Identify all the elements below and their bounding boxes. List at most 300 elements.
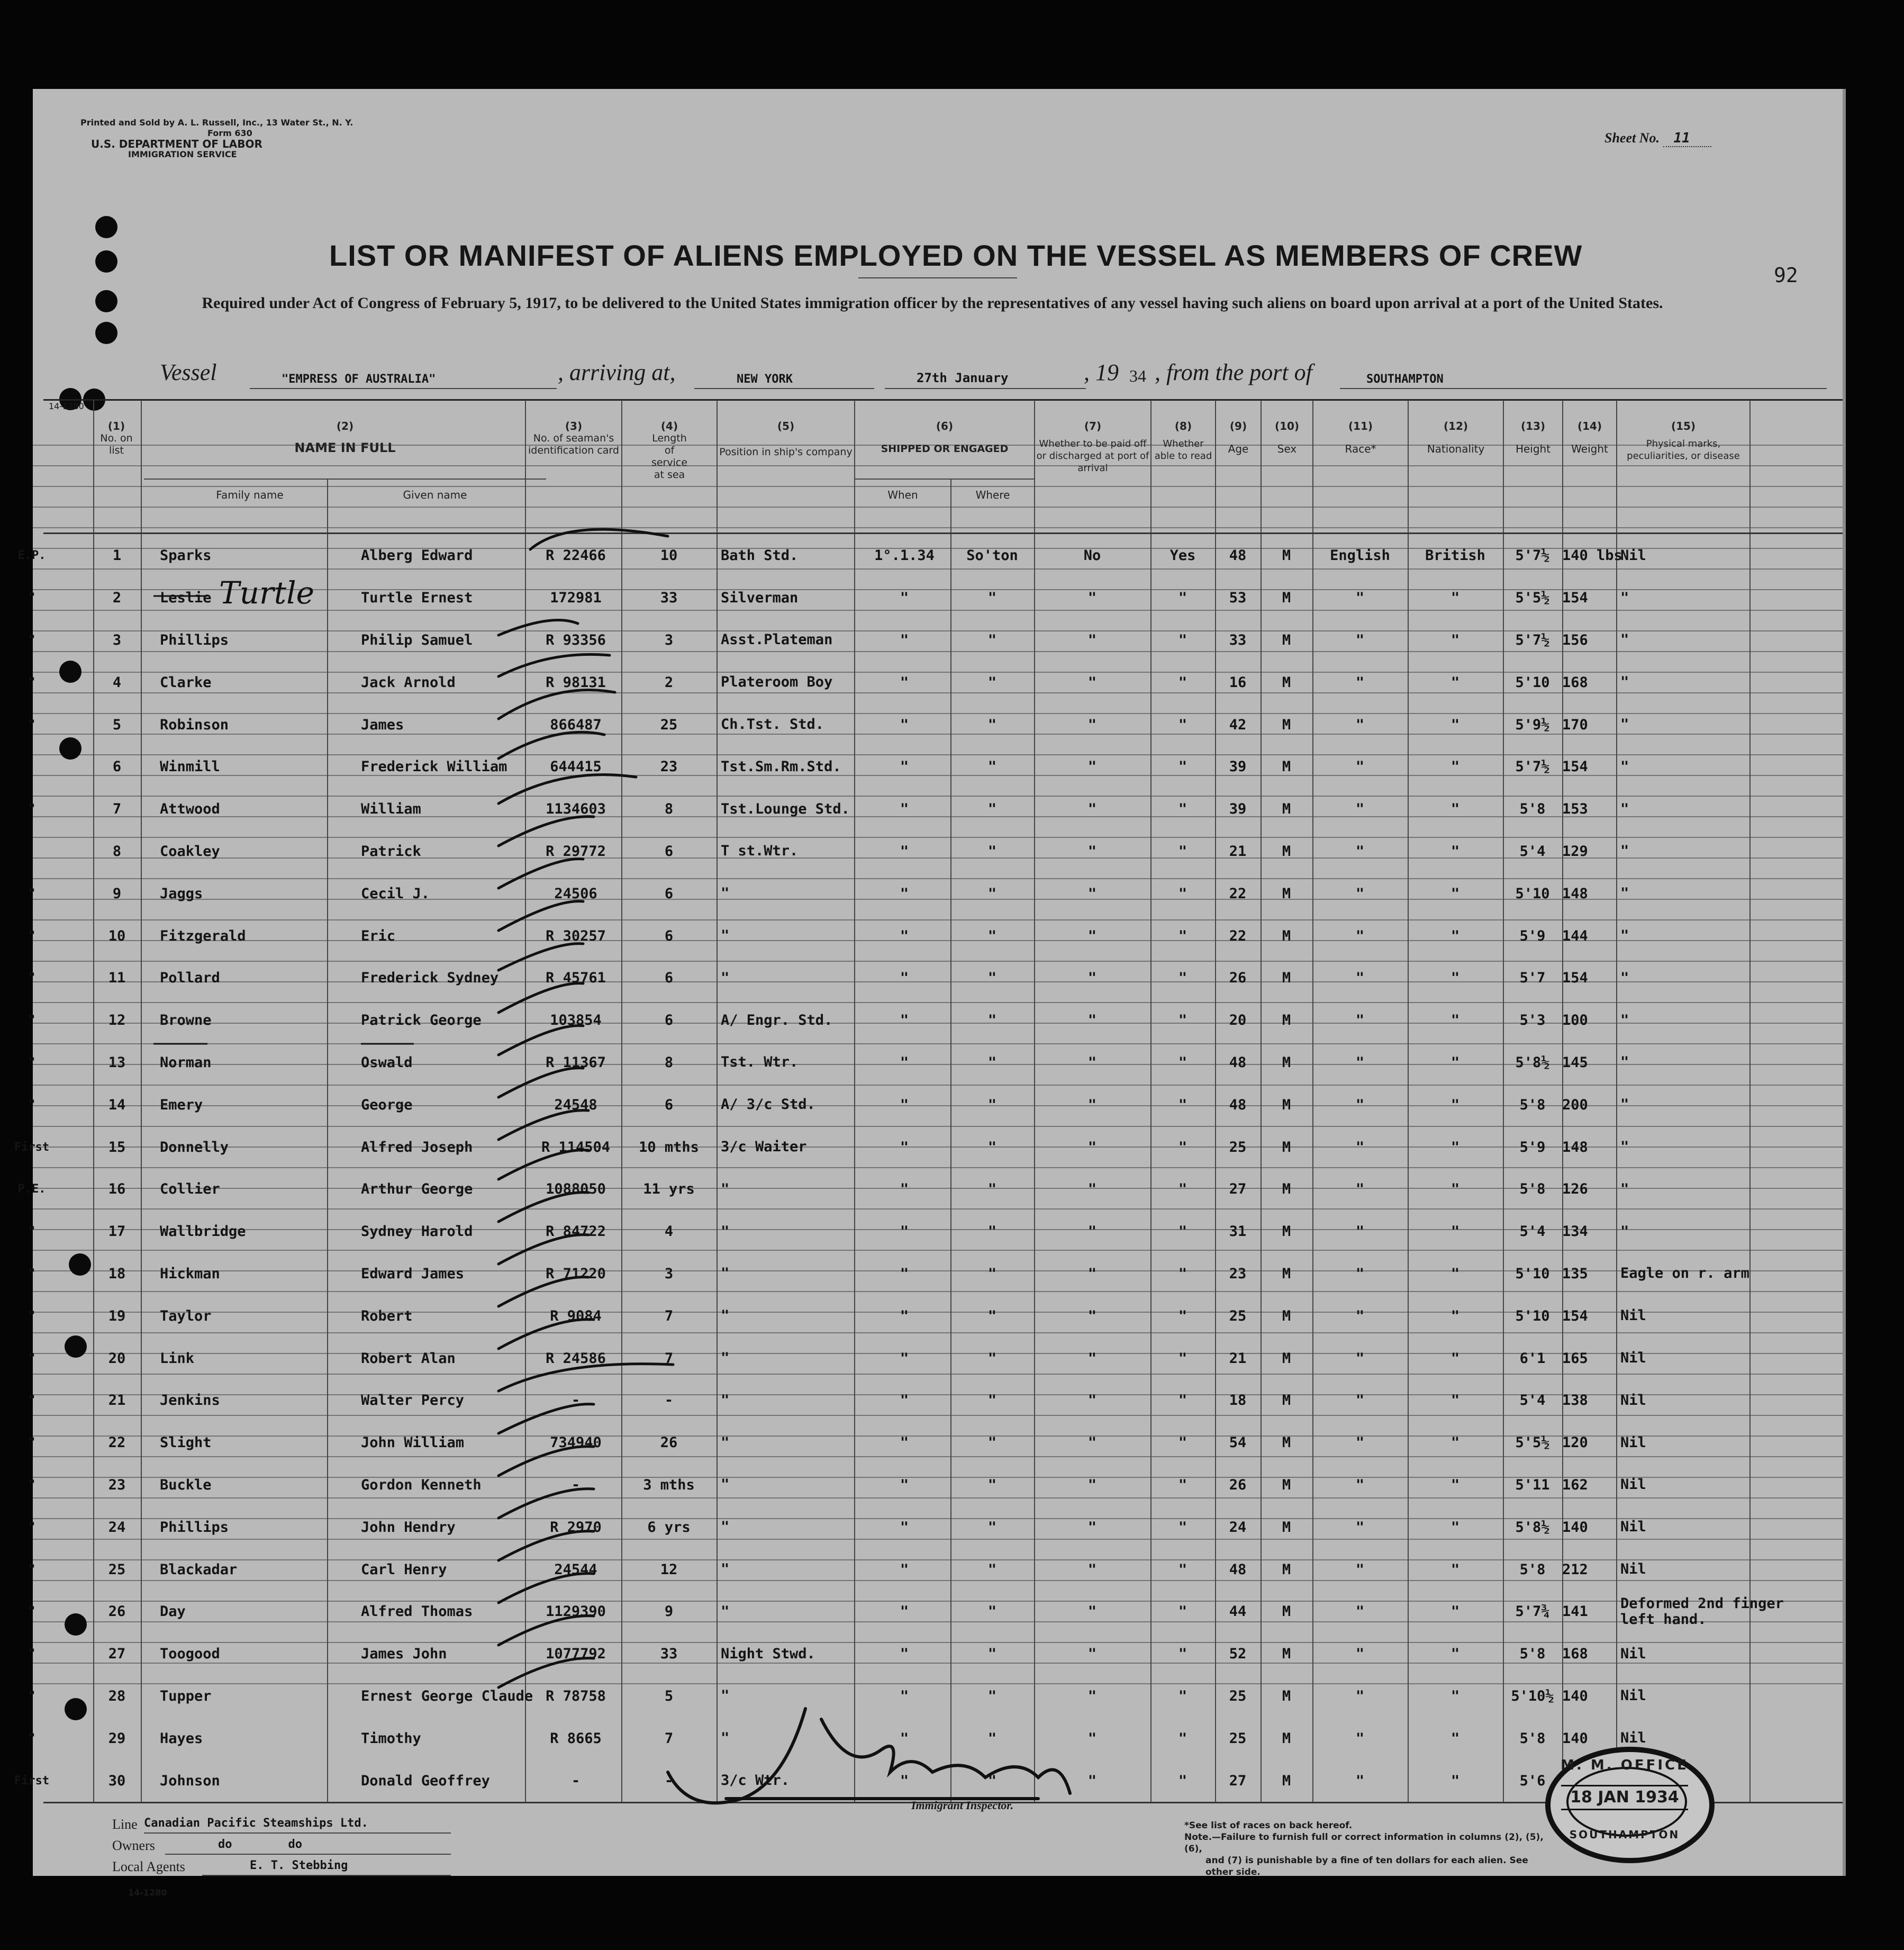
- cell-nationality: ": [1450, 1687, 1460, 1704]
- cell-weight: 154: [1562, 1307, 1588, 1324]
- cell-height: 5'4: [1519, 843, 1546, 860]
- cell-where: ": [987, 970, 997, 987]
- header-col15-label: Physical marks, peculiarities, or disease: [1627, 438, 1740, 462]
- cell-paid: ": [1087, 1307, 1097, 1324]
- cell-service: 6: [664, 1096, 674, 1113]
- cell-card: 1134603: [546, 801, 606, 818]
- cell-card: 1129390: [546, 1603, 606, 1620]
- header-col1-label: No. on list: [100, 432, 133, 456]
- cell-mark: First: [14, 1774, 50, 1788]
- cell-marks: Nil: [1620, 1730, 1646, 1747]
- cell-paid: ": [1087, 927, 1097, 944]
- cell-weight: 120: [1562, 1434, 1588, 1451]
- cell-sex: M: [1282, 1392, 1291, 1409]
- cell-nationality: ": [1450, 1730, 1460, 1747]
- cell-card: 1088050: [546, 1181, 606, 1198]
- cell-age: 18: [1229, 1392, 1247, 1409]
- cell-sex: M: [1282, 1772, 1291, 1789]
- cell-nationality: ": [1450, 631, 1460, 648]
- cell-age: 25: [1229, 1730, 1247, 1747]
- cell-read: ": [1178, 1476, 1187, 1493]
- cell-sex: M: [1282, 1139, 1291, 1155]
- cell-family: Hayes: [160, 1730, 203, 1747]
- cell-mark: ": [28, 1563, 35, 1576]
- cell-read: ": [1178, 631, 1187, 648]
- cell-no: 23: [108, 1476, 126, 1493]
- cell-nationality: ": [1450, 1096, 1460, 1113]
- cell-mark: ": [28, 1436, 35, 1450]
- cell-paid: ": [1087, 1054, 1097, 1071]
- cell-sex: M: [1282, 1434, 1291, 1451]
- cell-position: T st.Wtr.: [721, 843, 799, 860]
- cell-given: Philip Samuel: [361, 631, 473, 648]
- cell-no: 28: [108, 1687, 126, 1704]
- cell-paid: ": [1087, 843, 1097, 860]
- cell-when: ": [900, 1392, 909, 1409]
- cell-paid: ": [1087, 1603, 1097, 1620]
- header-col6b: Where: [975, 489, 1010, 501]
- cell-card: 1077792: [546, 1646, 606, 1663]
- cell-sex: M: [1282, 547, 1291, 564]
- cell-position: A/ Engr. Std.: [721, 1012, 833, 1028]
- cell-service: 6: [664, 1012, 674, 1029]
- cell-service: 25: [660, 716, 678, 733]
- cell-given: Patrick: [361, 843, 421, 860]
- footer-owners-rule: [165, 1854, 451, 1855]
- cell-when: ": [900, 759, 909, 775]
- cell-sex: M: [1282, 1646, 1291, 1663]
- cell-mark: ": [28, 1689, 35, 1703]
- cell-marks: ": [1620, 969, 1629, 986]
- cell-where: ": [987, 1434, 997, 1451]
- cell-position: ": [721, 1350, 730, 1367]
- cell-read: ": [1178, 1012, 1187, 1029]
- cell-where: ": [987, 927, 997, 944]
- cell-marks: Nil: [1620, 1645, 1646, 1662]
- cell-race: ": [1355, 1434, 1365, 1451]
- cell-card: R 11367: [546, 1054, 606, 1071]
- cell-no: 10: [108, 927, 126, 944]
- cell-family: Pollard: [160, 970, 220, 987]
- cell-position: 3/c Waiter: [721, 1139, 807, 1155]
- cell-given: Sydney Harold: [361, 1223, 473, 1240]
- cell-read: ": [1178, 1307, 1187, 1324]
- cell-marks: ": [1620, 927, 1629, 944]
- cell-weight: 140: [1562, 1730, 1588, 1747]
- cell-paid: ": [1087, 801, 1097, 818]
- cell-race: ": [1355, 1772, 1365, 1789]
- cell-card: R 114504: [541, 1139, 611, 1155]
- cell-family: Hickman: [160, 1265, 220, 1282]
- sheet-number-value: 11: [1663, 130, 1711, 147]
- cell-family: Tupper: [160, 1687, 212, 1704]
- cell-no: 29: [108, 1730, 126, 1747]
- cell-mark: ": [28, 1478, 35, 1492]
- cell-family: Browne: [160, 1012, 212, 1029]
- cell-nationality: ": [1450, 1223, 1460, 1240]
- cell-paid: ": [1087, 1350, 1097, 1367]
- cell-no: 13: [108, 1054, 126, 1071]
- cell-sex: M: [1282, 1476, 1291, 1493]
- cell-age: 27: [1229, 1181, 1247, 1198]
- cell-no: 19: [108, 1307, 126, 1324]
- cell-weight: 154: [1562, 590, 1588, 607]
- year-prefix: , 19: [1084, 359, 1119, 385]
- cell-race: ": [1355, 1139, 1365, 1155]
- cell-age: 25: [1229, 1687, 1247, 1704]
- cell-card: 644415: [550, 759, 602, 775]
- cell-where: ": [987, 1772, 997, 1789]
- checkmark-stroke: [498, 620, 578, 635]
- cell-mark: ": [28, 1098, 35, 1112]
- cell-card: R 93356: [546, 631, 606, 648]
- cell-card: 103854: [550, 1012, 602, 1029]
- cell-weight: 200: [1562, 1096, 1588, 1113]
- cell-height: 5'8: [1519, 1730, 1546, 1747]
- cell-nationality: ": [1450, 1434, 1460, 1451]
- cell-marks: ": [1620, 1054, 1629, 1071]
- cell-family: Emery: [160, 1096, 203, 1113]
- cell-paid: ": [1087, 1392, 1097, 1409]
- cell-sex: M: [1282, 843, 1291, 860]
- cell-mark: ": [28, 591, 35, 605]
- cell-mark: P.E.: [17, 1182, 46, 1196]
- cell-when: ": [900, 1181, 909, 1198]
- cell-nationality: British: [1425, 547, 1485, 564]
- footer-info: [112, 1817, 747, 1898]
- cell-weight: 140: [1562, 1519, 1588, 1536]
- cell-race: ": [1355, 801, 1365, 818]
- cell-family: Wallbridge: [160, 1223, 246, 1240]
- cell-where: ": [987, 1223, 997, 1240]
- cell-nationality: ": [1450, 759, 1460, 775]
- cell-no: 5: [112, 716, 122, 733]
- cell-family: Toogood: [160, 1646, 220, 1663]
- cell-service: 3: [664, 1265, 674, 1282]
- cell-age: 33: [1229, 631, 1247, 648]
- cell-age: 26: [1229, 1476, 1247, 1493]
- cell-where: ": [987, 801, 997, 818]
- checkmark-stroke: [498, 654, 610, 676]
- cell-sex: M: [1282, 590, 1291, 607]
- cell-card: R 98131: [546, 674, 606, 691]
- cell-race: ": [1355, 1603, 1365, 1620]
- cell-age: 26: [1229, 970, 1247, 987]
- form-code: 14-1280: [49, 401, 84, 411]
- cell-nationality: ": [1450, 1603, 1460, 1620]
- cell-position: ": [721, 1392, 730, 1409]
- cell-service: 9: [664, 1603, 674, 1620]
- cell-read: ": [1178, 1139, 1187, 1155]
- cell-age: 48: [1229, 1054, 1247, 1071]
- cell-family: Buckle: [160, 1476, 212, 1493]
- cell-nationality: ": [1450, 1012, 1460, 1029]
- strikethroughs: [153, 596, 414, 1044]
- cell-read: ": [1178, 1561, 1187, 1578]
- cell-race: ": [1355, 1476, 1365, 1493]
- cell-mark: ": [28, 675, 35, 689]
- cell-given: Eric: [361, 927, 396, 944]
- cell-where: ": [987, 885, 997, 902]
- cell-paid: ": [1087, 1561, 1097, 1578]
- cell-weight: 162: [1562, 1476, 1588, 1493]
- cell-weight: 135: [1562, 1265, 1588, 1282]
- stamp-date: 18 JAN 1934: [1561, 1785, 1688, 1810]
- cell-read: ": [1178, 716, 1187, 733]
- checkmark-stroke: [498, 775, 636, 804]
- cell-service: 7: [664, 1307, 674, 1324]
- cell-marks: Nil: [1620, 547, 1646, 564]
- checkmark-stroke: [498, 1489, 594, 1518]
- cell-nationality: ": [1450, 1054, 1460, 1071]
- cell-height: 5'5½: [1515, 1434, 1550, 1451]
- inspector-signature: [668, 1709, 1070, 1803]
- cell-marks: ": [1620, 1139, 1629, 1155]
- cell-no: 20: [108, 1350, 126, 1367]
- cell-family: Johnson: [160, 1772, 220, 1789]
- cell-where: ": [987, 1181, 997, 1198]
- cell-weight: 126: [1562, 1181, 1588, 1198]
- cell-position: Bath Std.: [721, 547, 799, 564]
- cell-position: Plateroom Boy: [721, 674, 833, 691]
- cell-race: ": [1355, 970, 1365, 987]
- checkmark-stroke: [498, 859, 583, 888]
- cell-race: ": [1355, 1012, 1365, 1029]
- cell-age: 22: [1229, 885, 1247, 902]
- cell-service: 23: [660, 759, 678, 775]
- cell-where: ": [987, 1096, 997, 1113]
- note-penalty-2: and (7) is punishable by a fine of ten dollars for each alien. See other side.: [1205, 1855, 1528, 1877]
- stamp-top-text: M. M. OFFICE: [1561, 1757, 1689, 1773]
- cell-weight: 168: [1562, 674, 1588, 691]
- cell-sex: M: [1282, 716, 1291, 733]
- checkmark-stroke: [498, 1111, 588, 1140]
- cell-weight: 145: [1562, 1054, 1588, 1071]
- cell-where: ": [987, 1307, 997, 1324]
- cell-height: 5'7½: [1515, 759, 1550, 775]
- handwriting-overlay: [33, 89, 1843, 1876]
- cell-when: ": [900, 801, 909, 818]
- cell-height: 5'4: [1519, 1223, 1546, 1240]
- vessel-name: "EMPRESS OF AUSTRALIA": [282, 373, 436, 386]
- note-races: *See list of races on back hereof.: [1184, 1820, 1353, 1831]
- cell-no: 1: [112, 547, 122, 564]
- cell-height: 5'10: [1515, 885, 1550, 902]
- cell-service: -: [664, 1772, 674, 1789]
- checkmark-stroke: [498, 1193, 588, 1222]
- cell-marks: Deformed 2nd finger left hand.: [1620, 1595, 1784, 1628]
- cell-service: 5: [664, 1687, 674, 1704]
- cell-card: 24548: [554, 1096, 597, 1113]
- cell-when: ": [900, 1519, 909, 1536]
- checkmark-stroke: [498, 1150, 588, 1179]
- cell-family: Slight: [160, 1434, 212, 1451]
- cell-family: Fitzgerald: [160, 927, 246, 944]
- cell-service: 6 yrs: [647, 1519, 691, 1536]
- cell-read: ": [1178, 1392, 1187, 1409]
- cell-family: Coakley: [160, 843, 220, 860]
- cell-race: ": [1355, 1646, 1365, 1663]
- checkmark-stroke: [498, 1574, 594, 1603]
- cell-read: ": [1178, 1181, 1187, 1198]
- cell-when: ": [900, 1603, 909, 1620]
- cell-nationality: ": [1450, 801, 1460, 818]
- cell-card: R 8665: [550, 1730, 602, 1747]
- cell-mark: ": [28, 1731, 35, 1745]
- header-col5-label: Position in ship's company: [719, 446, 853, 458]
- cell-nationality: ": [1450, 1772, 1460, 1789]
- from-label: , from the port of: [1155, 359, 1312, 385]
- cell-marks: Nil: [1620, 1561, 1646, 1578]
- cell-service: 7: [664, 1730, 674, 1747]
- cell-service: 33: [660, 1646, 678, 1663]
- cell-sex: M: [1282, 1054, 1291, 1071]
- cell-age: 21: [1229, 843, 1247, 860]
- cell-no: 15: [108, 1139, 126, 1155]
- cell-race: ": [1355, 1265, 1365, 1282]
- cell-nationality: ": [1450, 1265, 1460, 1282]
- header-col9-num: (9): [1229, 420, 1247, 432]
- cell-given: Robert: [361, 1307, 413, 1324]
- header-col8-label: Whether able to read: [1154, 438, 1212, 462]
- cell-where: ": [987, 674, 997, 691]
- footer-line-label: Line: [112, 1817, 138, 1832]
- note-penalty-1: Note.—Failure to furnish full or correct information in columns (2), (5), (6),: [1184, 1832, 1544, 1854]
- cell-where: ": [987, 1603, 997, 1620]
- header-col13-num: (13): [1520, 420, 1546, 432]
- cell-given: Turtle Ernest: [361, 590, 473, 607]
- cell-sex: M: [1282, 631, 1291, 648]
- cell-sex: M: [1282, 1350, 1291, 1367]
- header-col10-num: (10): [1274, 420, 1300, 432]
- cell-nationality: ": [1450, 1350, 1460, 1367]
- cell-family: Day: [160, 1603, 186, 1620]
- cell-race: ": [1355, 1096, 1365, 1113]
- cell-marks: ": [1620, 716, 1629, 733]
- cell-position: ": [721, 1730, 730, 1747]
- cell-family: Link: [160, 1350, 195, 1367]
- cell-height: 5'7½: [1515, 631, 1550, 648]
- checkmark-stroke: [498, 1277, 588, 1306]
- cell-when: ": [900, 1307, 909, 1324]
- cell-family: Norman: [160, 1054, 212, 1071]
- cell-where: ": [987, 716, 997, 733]
- header-col11-num: (11): [1348, 420, 1373, 432]
- cell-given: James: [361, 716, 404, 733]
- cell-age: 54: [1229, 1434, 1247, 1451]
- checkmark-stroke: [498, 1026, 583, 1055]
- checkmark-stroke: [498, 690, 615, 719]
- cell-marks: Nil: [1620, 1350, 1646, 1367]
- cell-card: R 24586: [546, 1350, 606, 1367]
- cell-family: Clarke: [160, 674, 212, 691]
- cell-sex: M: [1282, 1307, 1291, 1324]
- header-col12-num: (12): [1443, 420, 1468, 432]
- cell-paid: ": [1087, 1096, 1097, 1113]
- cell-weight: 134: [1562, 1223, 1588, 1240]
- header-col8-num: (8): [1174, 420, 1192, 432]
- cell-given: Alberg Edward: [361, 547, 473, 564]
- checkmark-stroke: [498, 817, 594, 846]
- cell-position: ": [721, 1519, 730, 1536]
- cell-nationality: ": [1450, 1307, 1460, 1324]
- footer-owners: [112, 1838, 747, 1859]
- cell-sex: M: [1282, 927, 1291, 944]
- cell-sex: M: [1282, 1181, 1291, 1198]
- cell-paid: ": [1087, 1687, 1097, 1704]
- cell-no: 11: [108, 970, 126, 987]
- cell-mark: ": [28, 887, 35, 900]
- header-col2b: Given name: [403, 489, 467, 501]
- cell-marks: ": [1620, 800, 1629, 817]
- checkmark-stroke: [498, 1320, 594, 1349]
- cell-given: William: [361, 801, 421, 818]
- cell-height: 5'8½: [1515, 1519, 1550, 1536]
- cell-read: ": [1178, 1687, 1187, 1704]
- cell-given: James John: [361, 1646, 447, 1663]
- cell-age: 23: [1229, 1265, 1247, 1282]
- cell-paid: ": [1087, 1012, 1097, 1029]
- cell-when: 1°.1.34: [874, 547, 935, 564]
- cell-family: Phillips: [160, 1519, 229, 1536]
- header-col3-label: No. of seaman's identification card: [528, 432, 619, 456]
- cell-paid: ": [1087, 1730, 1097, 1747]
- cell-sex: M: [1282, 759, 1291, 775]
- cell-mark: ": [28, 633, 35, 647]
- cell-when: ": [900, 1646, 909, 1663]
- cell-card: 866487: [550, 716, 602, 733]
- cell-paid: ": [1087, 759, 1097, 775]
- cell-where: ": [987, 1687, 997, 1704]
- cell-when: ": [900, 716, 909, 733]
- header-col2-label: NAME IN FULL: [294, 440, 396, 455]
- cell-where: ": [987, 1012, 997, 1029]
- cell-where: ": [987, 1392, 997, 1409]
- cell-card: 172981: [550, 590, 602, 607]
- cell-service: 6: [664, 927, 674, 944]
- cell-weight: 138: [1562, 1392, 1588, 1409]
- cell-paid: ": [1087, 1139, 1097, 1155]
- stamp-bottom-text: SOUTHAMPTON: [1569, 1828, 1680, 1841]
- cell-family: Jenkins: [160, 1392, 220, 1409]
- cell-height: 5'8: [1519, 1646, 1546, 1663]
- cell-card: R 71220: [546, 1265, 606, 1282]
- cell-when: ": [900, 1012, 909, 1029]
- cell-family: Sparks: [160, 547, 212, 564]
- cell-where: ": [987, 1350, 997, 1367]
- cell-nationality: ": [1450, 927, 1460, 944]
- cell-read: ": [1178, 1434, 1187, 1451]
- cell-where: ": [987, 1054, 997, 1071]
- cell-no: 30: [108, 1772, 126, 1789]
- cell-mark: ": [28, 1394, 35, 1407]
- cell-service: 6: [664, 885, 674, 902]
- cell-marks: Nil: [1620, 1392, 1646, 1409]
- cell-given: Frederick Sydney: [361, 970, 499, 987]
- cell-where: ": [987, 1646, 997, 1663]
- cell-position: Night Stwd.: [721, 1645, 815, 1662]
- cell-no: 6: [112, 759, 122, 775]
- checkmark-stroke: [498, 1364, 673, 1391]
- cell-position: Ch.Tst. Std.: [721, 716, 824, 733]
- cell-when: ": [900, 1730, 909, 1747]
- cell-position: ": [721, 1180, 730, 1197]
- printer-line: Printed and Sold by A. L. Russell, Inc., 13 Water St., N. Y.: [80, 118, 353, 128]
- cell-race: ": [1355, 927, 1365, 944]
- cell-marks: ": [1620, 631, 1629, 648]
- cell-height: 5'9: [1519, 927, 1546, 944]
- cell-service: 10 mths: [639, 1139, 699, 1155]
